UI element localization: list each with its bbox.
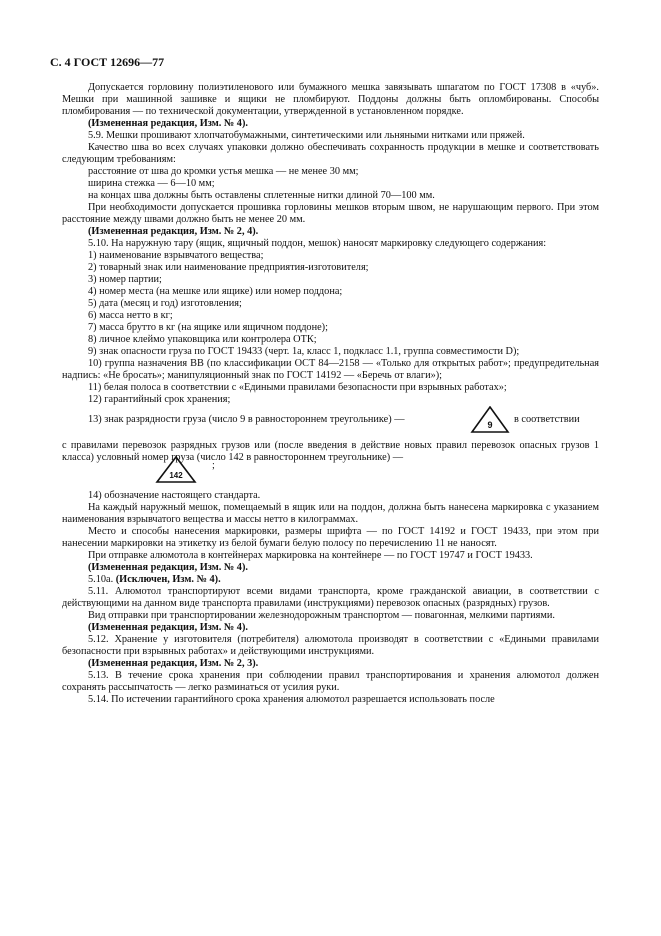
paragraph: 5.13. В течение срока хранения при соблюдении правил транспортирования и хранения алюмотол должен сохранять рассыпчатость — легко разминаться от усилия руки.	[62, 670, 599, 693]
amendment-note: (Измененная редакция, Изм. № 4).	[88, 622, 248, 633]
amendment-note: (Измененная редакция, Изм. № 2, 4).	[88, 226, 259, 237]
paragraph: Вид отправки при транспортировании железнодорожным транспортом — повагонная, мелкими партиями.	[88, 610, 556, 621]
list-item: 2) товарный знак или наименование предприятия-изготовителя;	[88, 262, 369, 273]
paragraph: расстояние от шва до кромки устья мешка — не менее 30 мм;	[88, 166, 359, 177]
paragraph	[62, 574, 599, 586]
clause-number: 5.10а.	[88, 574, 114, 585]
list-item: 9) знак опасности груза по ГОСТ 19433 (черт. 1а, класс 1, подкласс 1.1, группа совместимости D);	[88, 346, 520, 357]
list-item: 6) масса нетто в кг;	[88, 310, 173, 321]
paragraph: При отправке алюмотола в контейнерах маркировка на контейнере — по ГОСТ 19747 и ГОСТ 19433.	[88, 550, 533, 561]
excluded-note: (Исключен, Изм. № 4).	[115, 574, 221, 585]
paragraph: На каждый наружный мешок, помещаемый в ящик или на поддон, должна быть нанесена маркировка с указанием наименования взрывчатого вещества и массы нетто в килограммах.	[62, 502, 599, 525]
amendment-note: (Измененная редакция, Изм. № 2, 3).	[88, 658, 259, 669]
list-item: 14) обозначение настоящего стандарта.	[88, 490, 261, 501]
triangle-row	[62, 460, 599, 490]
amendment-note: (Измененная редакция, Изм. № 4).	[88, 118, 248, 129]
hazard-class-triangle-icon	[470, 406, 510, 434]
paragraph: ширина стежка — 6—10 мм;	[88, 178, 215, 189]
semicolon: ;	[212, 460, 215, 471]
paragraph: Допускается горловину полиэтиленового или бумажного мешка завязывать шпагатом по ГОСТ 17308 в «чуб». Мешки при машинной зашивке и ящики не пломбируют. Поддоны должны быть опломбированы. Способы пломбирования — по технической документации, утвержденной в установленном порядке.	[62, 82, 599, 117]
item-13-text-end: в соответствии	[514, 414, 580, 425]
paragraph: 5.9. Мешки прошивают хлопчатобумажными, синтетическими или льняными нитками или пряжей.	[88, 130, 525, 141]
amendment-note: (Измененная редакция, Изм. № 4).	[88, 562, 248, 573]
list-item: 1) наименование взрывчатого вещества;	[88, 250, 264, 261]
cargo-number-triangle-icon	[155, 456, 197, 484]
list-item-13	[62, 406, 599, 434]
paragraph: 5.14. По истечении гарантийного срока хранения алюмотол разрешается использовать после	[88, 694, 495, 705]
list-item: 11) белая полоса в соответствии с «Едиными правилами безопасности при взрывных работах»;	[88, 382, 507, 393]
list-item: 4) номер места (на мешке или ящике) или номер поддона;	[88, 286, 343, 297]
list-item: 5) дата (месяц и год) изготовления;	[88, 298, 242, 309]
list-item: 10) группа назначения ВВ (по классификации ОСТ 84—2158 — «Только для открытых работ»; предупредительная надпись: «Не бросать»; манипуляционный знак по ГОСТ 14192 — «Беречь от влаги»);	[62, 358, 599, 381]
list-item: 3) номер партии;	[88, 274, 162, 285]
triangle-label-142: 142	[169, 471, 183, 480]
document-body	[62, 82, 599, 706]
paragraph: на концах шва должны быть оставлены сплетенные нитки длиной 70—100 мм.	[88, 190, 435, 201]
paragraph: 5.12. Хранение у изготовителя (потребителя) алюмотола производят в соответствии с «Едиными правилами безопасности при взрывных работах» и действующими инструкциями.	[62, 634, 599, 657]
paragraph: При необходимости допускается прошивка горловины мешков вторым швом, не нарушающим первого. При этом расстояние между швами должно быть не менее 20 мм.	[62, 202, 599, 225]
list-item: 7) масса брутто в кг (на ящике или ящичном поддоне);	[88, 322, 328, 333]
paragraph: с правилами перевозок разрядных грузов или (после введения в действие новых правил перевозок опасных грузов 1 класса) условный номер груза (число 142 в равностороннем треугольнике) —	[62, 440, 599, 463]
paragraph: 5.11. Алюмотол транспортируют всеми видами транспорта, кроме гражданской авиации, в соответствии с действующими на данном виде транспорта правилами (инструкциями) перевозок опасных (разрядных) грузов.	[62, 586, 599, 609]
triangle-label-9: 9	[487, 420, 493, 430]
item-13-text: 13) знак разрядности груза (число 9 в равностороннем треугольнике) —	[88, 414, 405, 425]
list-item: 8) личное клеймо упаковщика или контролера ОТК;	[88, 334, 317, 345]
paragraph: Место и способы нанесения маркировки, размеры шрифта — по ГОСТ 14192 и ГОСТ 19433, при этом при нанесении маркировки на этикетку из белой бумаги белую полосу по перечислению 11 не наносят.	[62, 526, 599, 549]
paragraph: Качество шва во всех случаях упаковки должно обеспечивать сохранность продукции в мешке и соответствовать следующим требованиям:	[62, 142, 599, 165]
page-header: С. 4 ГОСТ 12696—77	[50, 55, 165, 69]
paragraph: 5.10. На наружную тару (ящик, ящичный поддон, мешок) наносят маркировку следующего содержания:	[88, 238, 547, 249]
list-item: 12) гарантийный срок хранения;	[88, 394, 231, 405]
